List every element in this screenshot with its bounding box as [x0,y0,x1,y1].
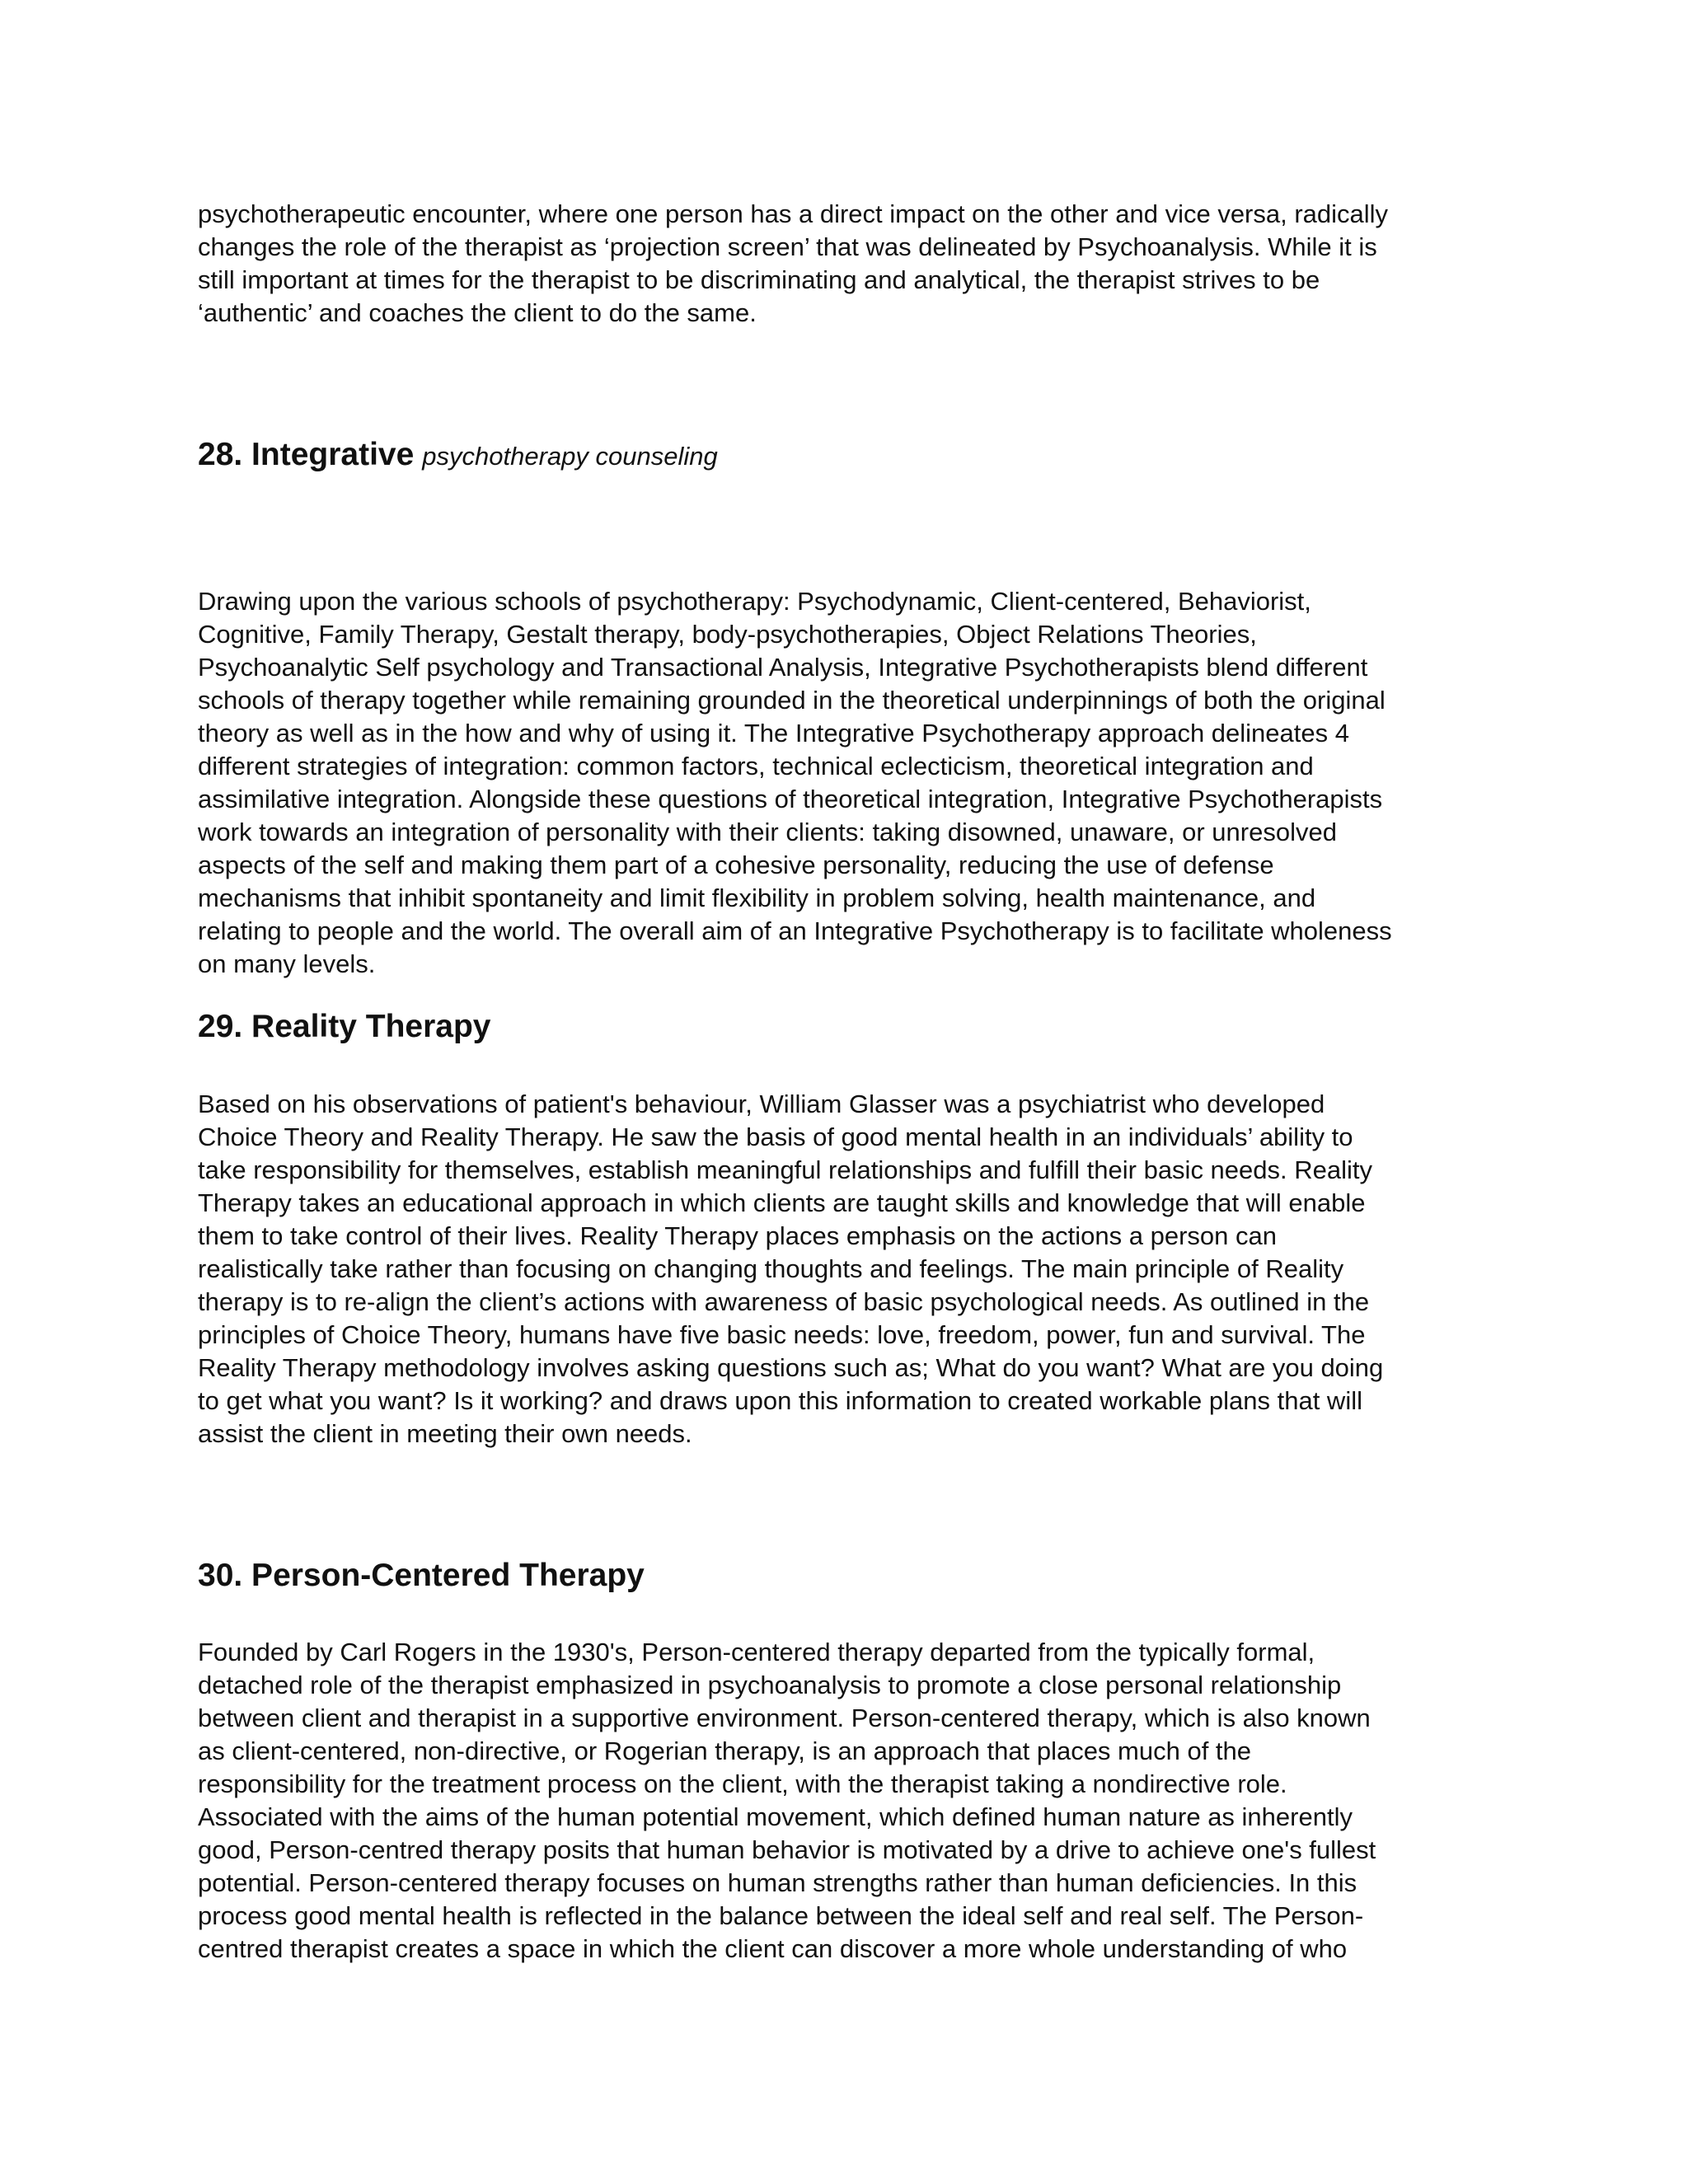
paragraph-line: Based on his observations of patient's behaviour, William Glasser was a psychiatrist who developed [198,1090,1325,1118]
paragraph-line: take responsibility for themselves, establish meaningful relationships and fulfill their basic needs. Reality [198,1155,1373,1184]
integrative-paragraph [198,585,1492,981]
paragraph-line: principles of Choice Theory, humans have five basic needs: love, freedom, power, fun and survival. The [198,1320,1366,1349]
paragraph-line: potential. Person-centered therapy focuses on human strengths rather than human deficiencies. In this [198,1868,1357,1897]
section-title: 29. Reality Therapy [198,1009,491,1044]
paragraph-line: theory as well as in the how and why of using it. The Integrative Psychotherapy approach delineates 4 [198,719,1349,748]
paragraph-line: Psychoanalytic Self psychology and Transactional Analysis, Integrative Psychotherapists blend different [198,653,1368,682]
paragraph-line: different strategies of integration: common factors, technical eclecticism, theoretical integration and [198,752,1314,780]
paragraph-line: Therapy takes an educational approach in which clients are taught skills and knowledge that will enable [198,1188,1366,1217]
paragraph-line: between client and therapist in a supportive environment. Person-centered therapy, which is also known [198,1704,1371,1732]
intro-paragraph [198,198,1492,330]
reality-therapy-paragraph [198,1088,1492,1451]
paragraph-line: ‘authentic’ and coaches the client to do the same. [198,298,757,327]
paragraph-line: Associated with the aims of the human potential movement, which defined human nature as inherently [198,1802,1353,1831]
paragraph-line: Founded by Carl Rogers in the 1930's, Person-centered therapy departed from the typically formal, [198,1638,1315,1666]
paragraph-line: therapy is to re-align the client’s actions with awareness of basic psychological needs. As outlined in the [198,1287,1370,1316]
paragraph-line: detached role of the therapist emphasized in psychoanalysis to promote a close personal relationship [198,1671,1342,1699]
person-centered-paragraph [198,1636,1492,1966]
paragraph-line: Choice Theory and Reality Therapy. He saw the basis of good mental health in an individuals’ ability to [198,1122,1353,1151]
paragraph-line: schools of therapy together while remaining grounded in the theoretical underpinnings of both the original [198,686,1386,715]
section-heading-reality-therapy [198,1007,1492,1047]
paragraph-line: mechanisms that inhibit spontaneity and limit flexibility in problem solving, health maintenance, and [198,883,1316,912]
paragraph-line: Drawing upon the various schools of psychotherapy: Psychodynamic, Client-centered, Behaviorist, [198,587,1311,616]
paragraph-line: assimilative integration. Alongside these questions of theoretical integration, Integrative Psychotherapists [198,785,1383,813]
paragraph-line: as client-centered, non-directive, or Rogerian therapy, is an approach that places much of the [198,1736,1252,1765]
paragraph-line: responsibility for the treatment process on the client, with the therapist taking a nondirective role. [198,1769,1287,1798]
paragraph-line: on many levels. [198,949,376,978]
section-title: 28. Integrative [198,437,415,472]
paragraph-line: centred therapist creates a space in which the client can discover a more whole understanding of who [198,1934,1348,1963]
paragraph-line: Cognitive, Family Therapy, Gestalt therapy, body-psychotherapies, Object Relations Theories, [198,620,1257,649]
paragraph-line: changes the role of the therapist as ‘projection screen’ that was delineated by Psychoanalysis. While it is [198,232,1377,261]
paragraph-line: aspects of the self and making them part of a cohesive personality, reducing the use of defense [198,851,1274,879]
paragraph-line: relating to people and the world. The overall aim of an Integrative Psychotherapy is to facilitate wholeness [198,916,1392,945]
paragraph-line: Reality Therapy methodology involves asking questions such as; What do you want? What are you doing [198,1353,1384,1382]
paragraph-line: assist the client in meeting their own needs. [198,1419,692,1448]
section-heading-integrative [198,435,1492,476]
paragraph-line: to get what you want? Is it working? and draws upon this information to created workable plans that will [198,1386,1362,1415]
paragraph-line: psychotherapeutic encounter, where one person has a direct impact on the other and vice versa, radically [198,199,1389,228]
paragraph-line: still important at times for the therapist to be discriminating and analytical, the therapist strives to be [198,265,1320,294]
paragraph-line: work towards an integration of personality with their clients: taking disowned, unaware, or unresolved [198,818,1337,846]
section-subtitle: psychotherapy counseling [422,442,718,471]
paragraph-line: realistically take rather than focusing on changing thoughts and feelings. The main principle of Reality [198,1254,1344,1283]
section-title: 30. Person-Centered Therapy [198,1558,645,1593]
section-heading-person-centered-therapy [198,1556,1492,1596]
paragraph-line: good, Person-centred therapy posits that human behavior is motivated by a drive to achieve one's fullest [198,1835,1376,1864]
paragraph-line: them to take control of their lives. Reality Therapy places emphasis on the actions a person can [198,1221,1278,1250]
paragraph-line: process good mental health is reflected in the balance between the ideal self and real self. The Person- [198,1901,1364,1930]
